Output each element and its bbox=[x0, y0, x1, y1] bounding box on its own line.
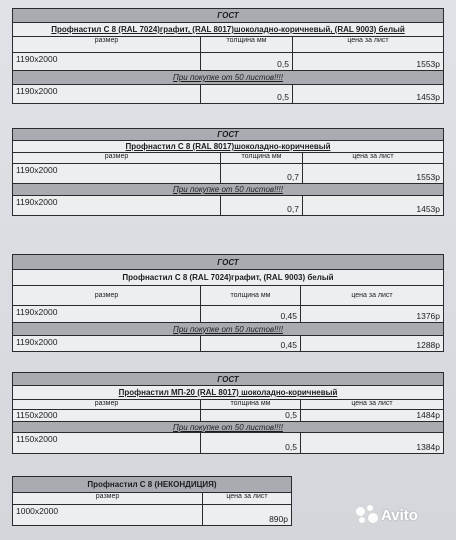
size-value: 1190х2000 bbox=[13, 306, 201, 322]
thickness-value: 0,45 bbox=[201, 306, 301, 322]
header-price: цена за лист bbox=[351, 400, 393, 407]
thickness-value: 0,5 bbox=[201, 53, 293, 70]
price-value: 1453р bbox=[416, 204, 440, 214]
product-title: Профнастил МП-20 (RAL 8017) шоколадно-коричневый bbox=[13, 386, 443, 400]
price-value: 1288р bbox=[416, 340, 440, 350]
table-row bbox=[13, 306, 443, 323]
thickness-value: 0,7 bbox=[221, 196, 303, 215]
price-value: 1376р bbox=[416, 311, 440, 321]
size-value: 1150х2000 bbox=[13, 433, 201, 453]
price-table-5 bbox=[12, 476, 292, 526]
avito-logo-icon bbox=[356, 505, 378, 525]
column-headers bbox=[13, 286, 443, 306]
avito-watermark bbox=[356, 505, 418, 525]
thickness-value: 0,5 bbox=[201, 433, 301, 453]
header-thickness: толщина мм bbox=[201, 286, 301, 305]
thickness-value: 0,5 bbox=[201, 410, 301, 421]
product-title: Профнастил С 8 (RAL 8017)шоколадно-коричневый bbox=[13, 141, 443, 153]
size-value: 1190х2000 bbox=[13, 53, 201, 70]
table-row bbox=[13, 164, 443, 184]
header-price: цена за лист bbox=[226, 493, 268, 500]
table-row bbox=[13, 53, 443, 71]
price-table-2 bbox=[12, 128, 444, 216]
column-headers bbox=[13, 493, 291, 505]
header-thickness: толщина мм bbox=[201, 37, 293, 52]
bulk-offer-note: При покупке от 50 листов!!!! bbox=[13, 71, 443, 85]
size-value: 1150х2000 bbox=[13, 410, 201, 421]
size-value: 1190х2000 bbox=[13, 85, 201, 103]
column-headers bbox=[13, 37, 443, 53]
header-price: цена за лист bbox=[351, 292, 393, 299]
header-thickness: толщина мм bbox=[221, 153, 303, 163]
header-size: размер bbox=[13, 286, 201, 305]
price-value: 1553р bbox=[416, 172, 440, 182]
price-value: 1484р bbox=[416, 410, 440, 420]
gost-header: ГОСТ bbox=[13, 255, 443, 270]
gost-header: ГОСТ bbox=[13, 9, 443, 23]
product-title: Профнастил С 8 (RAL 7024)графит, (RAL 8017)шоколадно-коричневый, (RAL 9003) белый bbox=[13, 23, 443, 37]
price-value: 1453р bbox=[416, 92, 440, 102]
price-value: 1384р bbox=[416, 442, 440, 452]
header-size: размер bbox=[13, 37, 201, 52]
avito-brand-text: Avito bbox=[381, 506, 418, 524]
product-title: Профнастил С 8 (НЕКОНДИЦИЯ) bbox=[13, 477, 291, 493]
table-row bbox=[13, 433, 443, 453]
table-row bbox=[13, 336, 443, 351]
size-value: 1190х2000 bbox=[13, 336, 201, 351]
gost-header: ГОСТ bbox=[13, 373, 443, 386]
header-price: цена за лист bbox=[352, 153, 394, 160]
size-value: 1190х2000 bbox=[13, 164, 221, 183]
thickness-value: 0,7 bbox=[221, 164, 303, 183]
product-title: Профнастил С 8 (RAL 7024)графит, (RAL 9003) белый bbox=[13, 270, 443, 286]
header-size: размер bbox=[13, 493, 203, 504]
thickness-value: 0,5 bbox=[201, 85, 293, 103]
price-table-1 bbox=[12, 8, 444, 104]
bulk-offer-note: При покупке от 50 листов!!!! bbox=[13, 184, 443, 196]
gost-header: ГОСТ bbox=[13, 129, 443, 141]
price-value: 1553р bbox=[416, 59, 440, 69]
table-row bbox=[13, 410, 443, 422]
size-value: 1000х2000 bbox=[13, 505, 203, 525]
bulk-offer-note: При покупке от 50 листов!!!! bbox=[13, 422, 443, 433]
header-size: размер bbox=[13, 400, 201, 409]
size-value: 1190х2000 bbox=[13, 196, 221, 215]
header-price: цена за лист bbox=[347, 37, 389, 44]
price-value: 890р bbox=[269, 514, 288, 524]
bulk-offer-note: При покупке от 50 листов!!!! bbox=[13, 323, 443, 336]
table-row bbox=[13, 505, 291, 525]
header-thickness: толщина мм bbox=[201, 400, 301, 409]
thickness-value: 0,45 bbox=[201, 336, 301, 351]
column-headers bbox=[13, 400, 443, 410]
price-table-3 bbox=[12, 254, 444, 352]
header-size: размер bbox=[13, 153, 221, 163]
table-row bbox=[13, 196, 443, 215]
price-table-4 bbox=[12, 372, 444, 454]
column-headers bbox=[13, 153, 443, 164]
table-row bbox=[13, 85, 443, 103]
